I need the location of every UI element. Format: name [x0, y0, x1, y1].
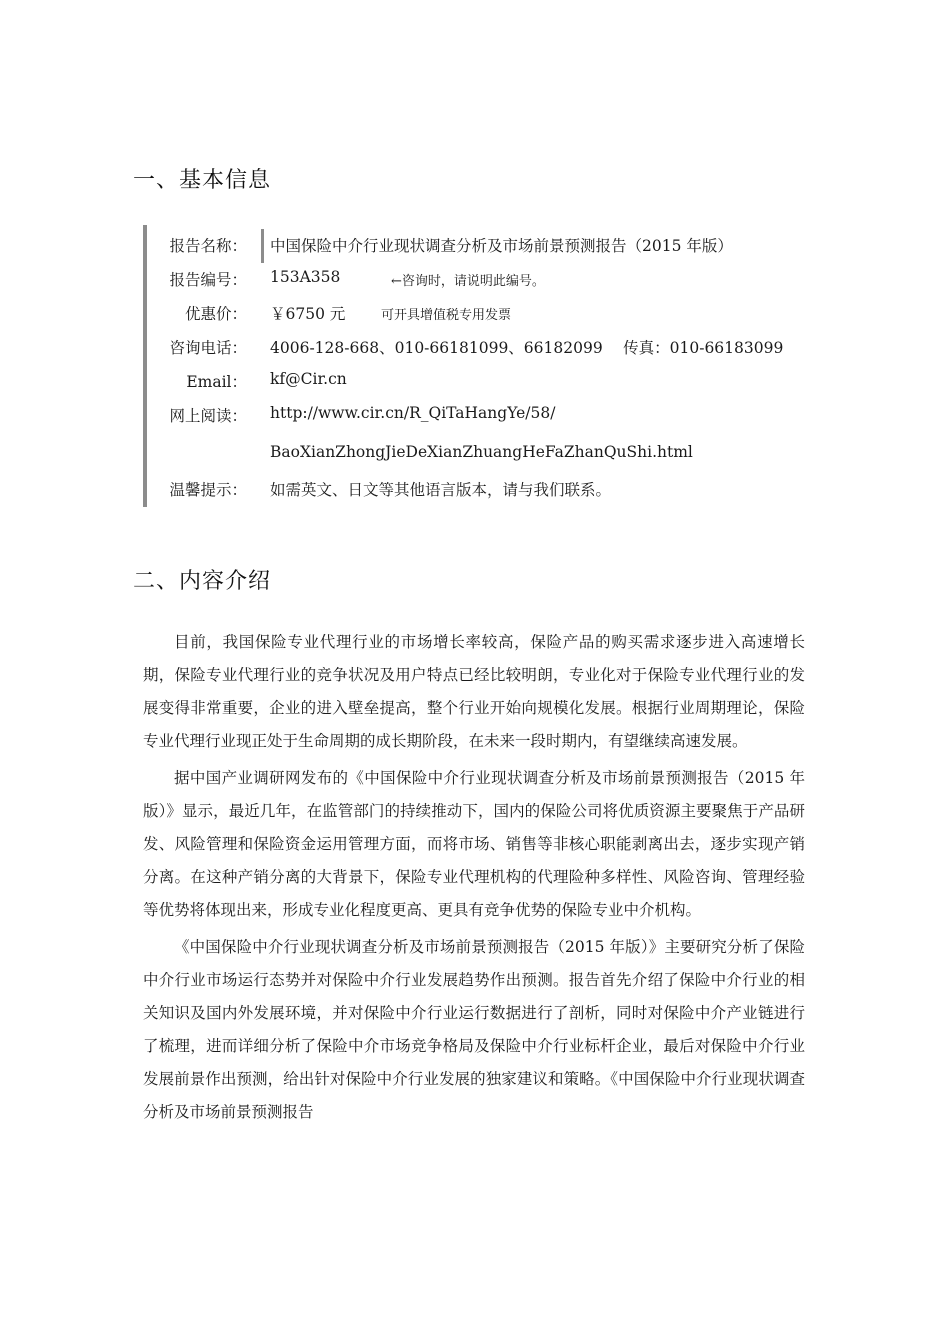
info-row-web-continued [147, 443, 787, 477]
price-value: ￥6750 元 [270, 305, 346, 323]
phone-label: 咨询电话： [169, 339, 247, 357]
section-title-basic-info: 一、基本信息 [133, 168, 272, 193]
email-label: Email： [186, 373, 247, 391]
basic-info-box [143, 225, 787, 507]
tip-value: 如需英文、日文等其他语言版本，请与我们联系。 [270, 481, 612, 499]
invoice-note: 可开具增值税专用发票 [381, 308, 512, 323]
info-row-web [147, 404, 787, 438]
phone-value: 4006-128-668、010-66181099、66182099 传真：010-66183099 [270, 339, 784, 357]
content-body [143, 626, 805, 1133]
tip-label: 温馨提示： [169, 481, 247, 499]
report-name-value: 中国保险中介行业现状调查分析及市场前景预测报告（2015 年版） [270, 237, 733, 255]
email-link[interactable]: kf@Cir.cn [270, 370, 347, 388]
info-row-email [147, 370, 787, 404]
web-url-link-line2[interactable]: BaoXianZhongJieDeXianZhuangHeFaZhanQuShi.html [270, 443, 693, 461]
info-row-price [147, 302, 787, 336]
web-url-link-line1[interactable]: http://www.cir.cn/R_QiTaHangYe/58/ [270, 404, 556, 422]
content-paragraph: 目前，我国保险专业代理行业的市场增长率较高，保险产品的购买需求逐步进入高速增长期，保险专业代理行业的竞争状况及用户特点已经比较明朗，专业化对于保险专业代理行业的发展变得非常重要，企业的进入壁垒提高，整个行业开始向规模化发展。根据行业周期理论，保险专业代理行业现正处于生命周期的成长期阶段，在未来一段时期内，有望继续高速发展。 [143, 633, 805, 750]
section-title-content: 二、内容介绍 [133, 569, 272, 594]
web-label: 网上阅读： [169, 407, 247, 425]
report-name-label: 报告名称： [169, 237, 247, 255]
info-row-report-code [147, 268, 787, 302]
report-code-value: 153A358 [270, 268, 341, 286]
info-row-report-name [147, 234, 787, 268]
price-label: 优惠价： [184, 305, 247, 323]
report-code-note: ←咨询时，请说明此编号。 [391, 274, 545, 289]
content-paragraph: 据中国产业调研网发布的《中国保险中介行业现状调查分析及市场前景预测报告（2015 年版）》显示，最近几年，在监管部门的持续推动下，国内的保险公司将优质资源主要聚焦于产品研发、风险管理和保险资金运用管理方面，而将市场、销售等非核心职能剥离出去，逐步实现产销分离。在这种产销分离的大背景下，保险专业代理机构的代理险种多样性、风险咨询、管理经验等优势将体现出来，形成专业化程度更高、更具有竞争优势的保险专业中介机构。 [143, 769, 805, 919]
info-row-tip [147, 478, 787, 512]
content-paragraph: 《中国保险中介行业现状调查分析及市场前景预测报告（2015 年版）》主要研究分析了保险中介行业市场运行态势并对保险中介行业发展趋势作出预测。报告首先介绍了保险中介行业的相关知识及国内外发展环境，并对保险中介行业运行数据进行了剖析，同时对保险中介产业链进行了梳理，进而详细分析了保险中介市场竞争格局及保险中介行业标杆企业，最后对保险中介行业发展前景作出预测，给出针对保险中介行业发展的独家建议和策略。《中国保险中介行业现状调查分析及市场前景预测报告 [143, 938, 805, 1121]
report-code-label: 报告编号： [169, 271, 247, 289]
value-divider-bar [261, 229, 264, 263]
info-row-phone [147, 336, 787, 370]
